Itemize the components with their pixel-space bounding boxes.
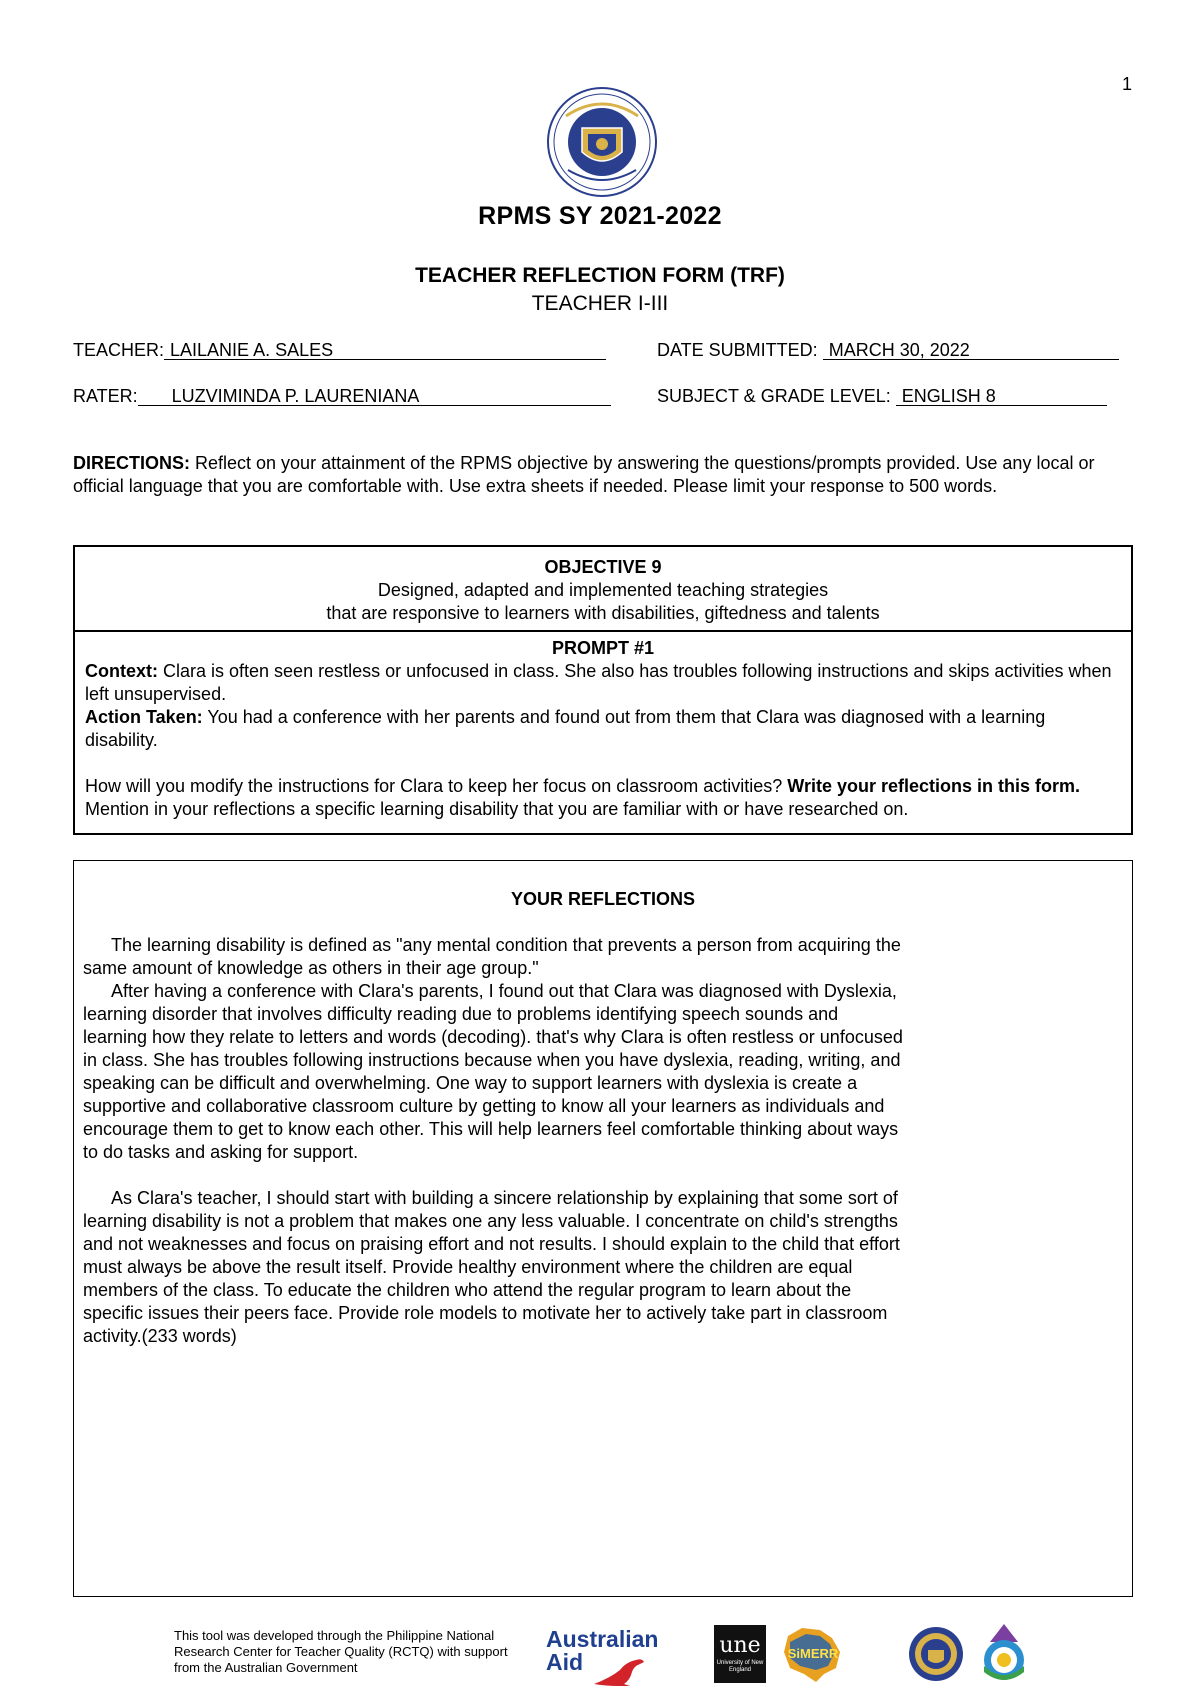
australian-aid-logo [546,1628,666,1688]
partner-circle-logo [976,1622,1032,1684]
une-logo [714,1625,766,1683]
rater-value[interactable]: LUZVIMINDA P. LAURENIANA [138,387,611,406]
subject-grade-label: SUBJECT & GRADE LEVEL: [657,386,891,406]
kangaroo-icon [590,1654,650,1688]
reflections-box[interactable] [73,860,1133,1597]
prompt-context [85,660,1121,706]
reflection-paragraph-1: The learning disability is defined as "any mental condition that prevents a person from acquiring the same amount of knowledge as others in their age group." [83,935,901,978]
australian-aid-line-1: Australian [546,1626,659,1652]
footer-credit-text: This tool was developed through the Philippine National Research Center for Teacher Quality (RCTQ) with support from the Australian Government [174,1628,508,1675]
form-title: TEACHER REFLECTION FORM (TRF) [415,264,785,287]
prompt-action-taken [85,706,1121,752]
deped-seal-logo [546,86,658,198]
directions-text [73,452,1133,498]
context-label: Context: [85,661,158,681]
teacher-value[interactable]: LAILANIE A. SALES [164,341,606,360]
objective-line-2: that are responsive to learners with disabilities, giftedness and talents [326,603,880,623]
context-text: Clara is often seen restless or unfocused in class. She also has troubles following instructions and skips activities when left unsupervised. [85,661,1112,704]
action-taken-label: Action Taken: [85,707,203,727]
prompt-question [85,775,1121,821]
directions-label: DIRECTIONS: [73,453,190,473]
reflections-body [83,934,903,1348]
simerr-logo [780,1622,846,1686]
question-bold-text: Write your reflections in this form. [787,776,1081,796]
date-submitted-field [657,340,1119,361]
reflection-paragraph-3: As Clara's teacher, I should start with building a sincere relationship by explaining that some sort of learning disability is not a problem that makes one any less valuable. I concentrate on child's strengths and not weaknesses and focus on praising effort and not results. I should explain to the child that effort must always be above the result itself. Provide healthy environment where the children are equal members of the class. To educate the children who attend the regular program to learn about the specific issues their peers face. Provide role models to motivate her to actively take part in classroom activity.(233 words) [83,1188,900,1346]
une-logo-subtext: University of New England [716,1660,764,1673]
page-number: 1 [1122,74,1133,94]
question-tail-text: Mention in your reflections a specific learning disability that you are familiar with or have researched on. [85,799,909,819]
question-text: How will you modify the instructions for Clara to keep her focus on classroom activities? [85,776,788,796]
prompt-title: PROMPT #1 [551,638,655,658]
teacher-label: TEACHER: [73,340,165,360]
australian-aid-line-2: Aid [546,1649,584,1675]
form-heading: RPMS SY 2021-2022 [478,202,722,230]
position-title: TEACHER I-III [531,292,669,315]
rater-field [73,386,611,407]
reflections-title: YOUR REFLECTIONS [510,889,695,909]
objective-line-1: Designed, adapted and implemented teaching strategies [377,580,829,600]
simerr-logo-text: SiMERR [787,1646,839,1661]
objective-title: OBJECTIVE 9 [544,557,662,577]
prompt-section [75,632,1131,821]
subject-grade-value[interactable]: ENGLISH 8 [896,387,1107,406]
une-logo-text: une [719,1633,761,1658]
objective-table [73,545,1133,835]
directions-body: Reflect on your attainment of the RPMS objective by answering the questions/prompts provided. Use any local or official language that you are comfortable with. Use extra sheets if needed. Please limit your response to 500 words. [73,453,1095,496]
subject-grade-field [657,386,1107,407]
action-taken-text: You had a conference with her parents and found out from them that Clara was diagnosed with a learning disability. [85,707,1046,750]
rctq-seal-logo [908,1626,964,1682]
objective-header [75,547,1131,632]
reflection-paragraph-2: After having a conference with Clara's parents, I found out that Clara was diagnosed with Dyslexia, learning disorder that involves difficulty reading due to problems identifying speech sounds and learning how they relate to letters and words (decoding). that's why Clara is often restless or unfocused in class. She has troubles following instructions because when you have dyslexia, reading, writing, and speaking can be difficult and overwhelming. One way to support learners with dyslexia is create a supportive and collaborative classroom culture by getting to know all your learners as individuals and encourage them to get to know each other. This will help learners feel comfortable thinking about ways to do tasks and asking for support. [83,981,903,1162]
date-submitted-label: DATE SUBMITTED: [657,340,818,360]
rater-label: RATER: [73,386,138,406]
date-submitted-value[interactable]: MARCH 30, 2022 [823,341,1119,360]
teacher-field [73,340,606,361]
